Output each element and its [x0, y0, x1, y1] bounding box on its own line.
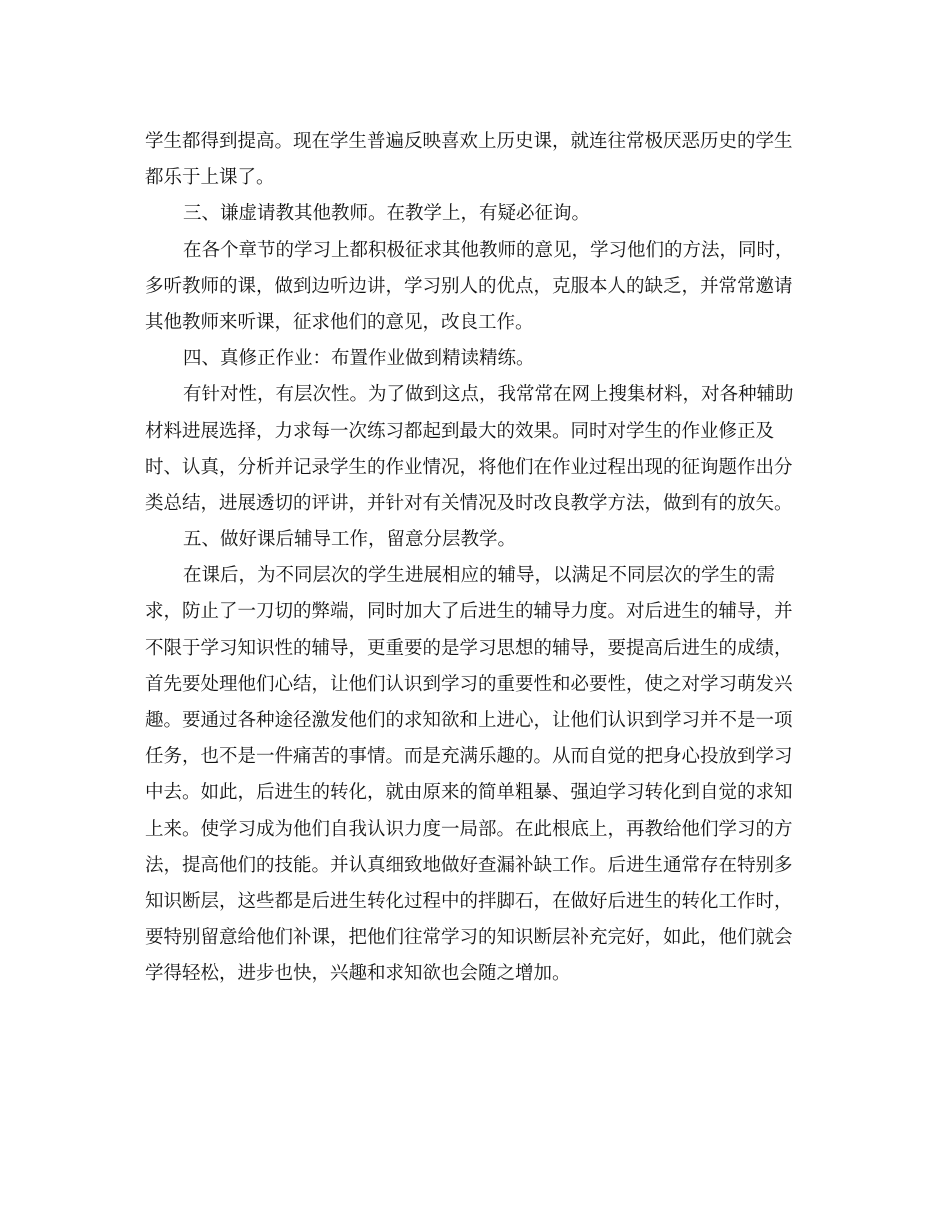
text-line: 学生都得到提高。现在学生普遍反映喜欢上历史课，就连往常极厌恶历史的学生 — [145, 131, 793, 152]
section-heading: 三、谦虚请教其他教师。在教学上，有疑必征询。 — [183, 203, 591, 225]
text-line: 时、认真，分析并记录学生的作业情况，将他们在作业过程出现的征询题作出分 — [145, 456, 793, 478]
text-line: 有针对性，有层次性。为了做到这点，我常常在网上搜集材料，对各种辅助 — [183, 384, 794, 406]
text-line: 首先要处理他们心结，让他们认识到学习的重要性和必要性，使之对学习萌发兴 — [145, 673, 793, 695]
text-line: 都乐于上课了。 — [145, 167, 275, 189]
text-line: 类总结，进展透切的评讲，并针对有关情况及时改良教学方法，做到有的放矢。 — [145, 492, 793, 514]
text-line: 法，提高他们的技能。并认真细致地做好查漏补缺工作。后进生通常存在特别多 — [145, 854, 793, 876]
text-line: 要特别留意给他们补课，把他们往常学习的知识断层补充完好，如此，他们就会 — [145, 927, 793, 949]
text-line: 学得轻松，进步也快，兴趣和求知欲也会随之增加。 — [145, 963, 571, 985]
text-line: 其他教师来听课，征求他们的意见，改良工作。 — [145, 311, 534, 333]
section-heading: 四、真修正作业：布置作业做到精读精练。 — [183, 348, 535, 370]
text-line: 知识断层，这些都是后进生转化过程中的拌脚石，在做好后进生的转化工作时， — [145, 890, 793, 912]
text-line: 求，防止了一刀切的弊端，同时加大了后进生的辅导力度。对后进生的辅导，并 — [145, 601, 793, 623]
text-line: 不限于学习知识性的辅导，更重要的是学习思想的辅导，要提高后进生的成绩， — [145, 637, 793, 659]
text-line: 中去。如此，后进生的转化，就由原来的简单粗暴、强迫学习转化到自觉的求知 — [145, 782, 793, 804]
text-line: 上来。使学习成为他们自我认识力度一局部。在此根底上，再教给他们学习的方 — [145, 818, 793, 840]
text-line: 趣。要通过各种途径激发他们的求知欲和上进心，让他们认识到学习并不是一项 — [145, 710, 793, 731]
text-line: 多听教师的课，做到边听边讲，学习别人的优点，克服本人的缺乏，并常常邀请 — [145, 275, 793, 297]
text-line: 在各个章节的学习上都积极征求其他教师的意见，学习他们的方法，同时， — [183, 239, 794, 261]
section-heading: 五、做好课后辅导工作，留意分层教学。 — [183, 529, 517, 551]
text-line: 材料进展选择，力求每一次练习都起到最大的效果。同时对学生的作业修正及 — [145, 420, 775, 442]
text-line: 在课后，为不同层次的学生进展相应的辅导，以满足不同层次的学生的需 — [183, 565, 776, 587]
document-body — [145, 124, 810, 993]
text-line: 任务，也不是一件痛苦的事情。而是充满乐趣的。从而自觉的把身心投放到学习 — [145, 746, 793, 768]
